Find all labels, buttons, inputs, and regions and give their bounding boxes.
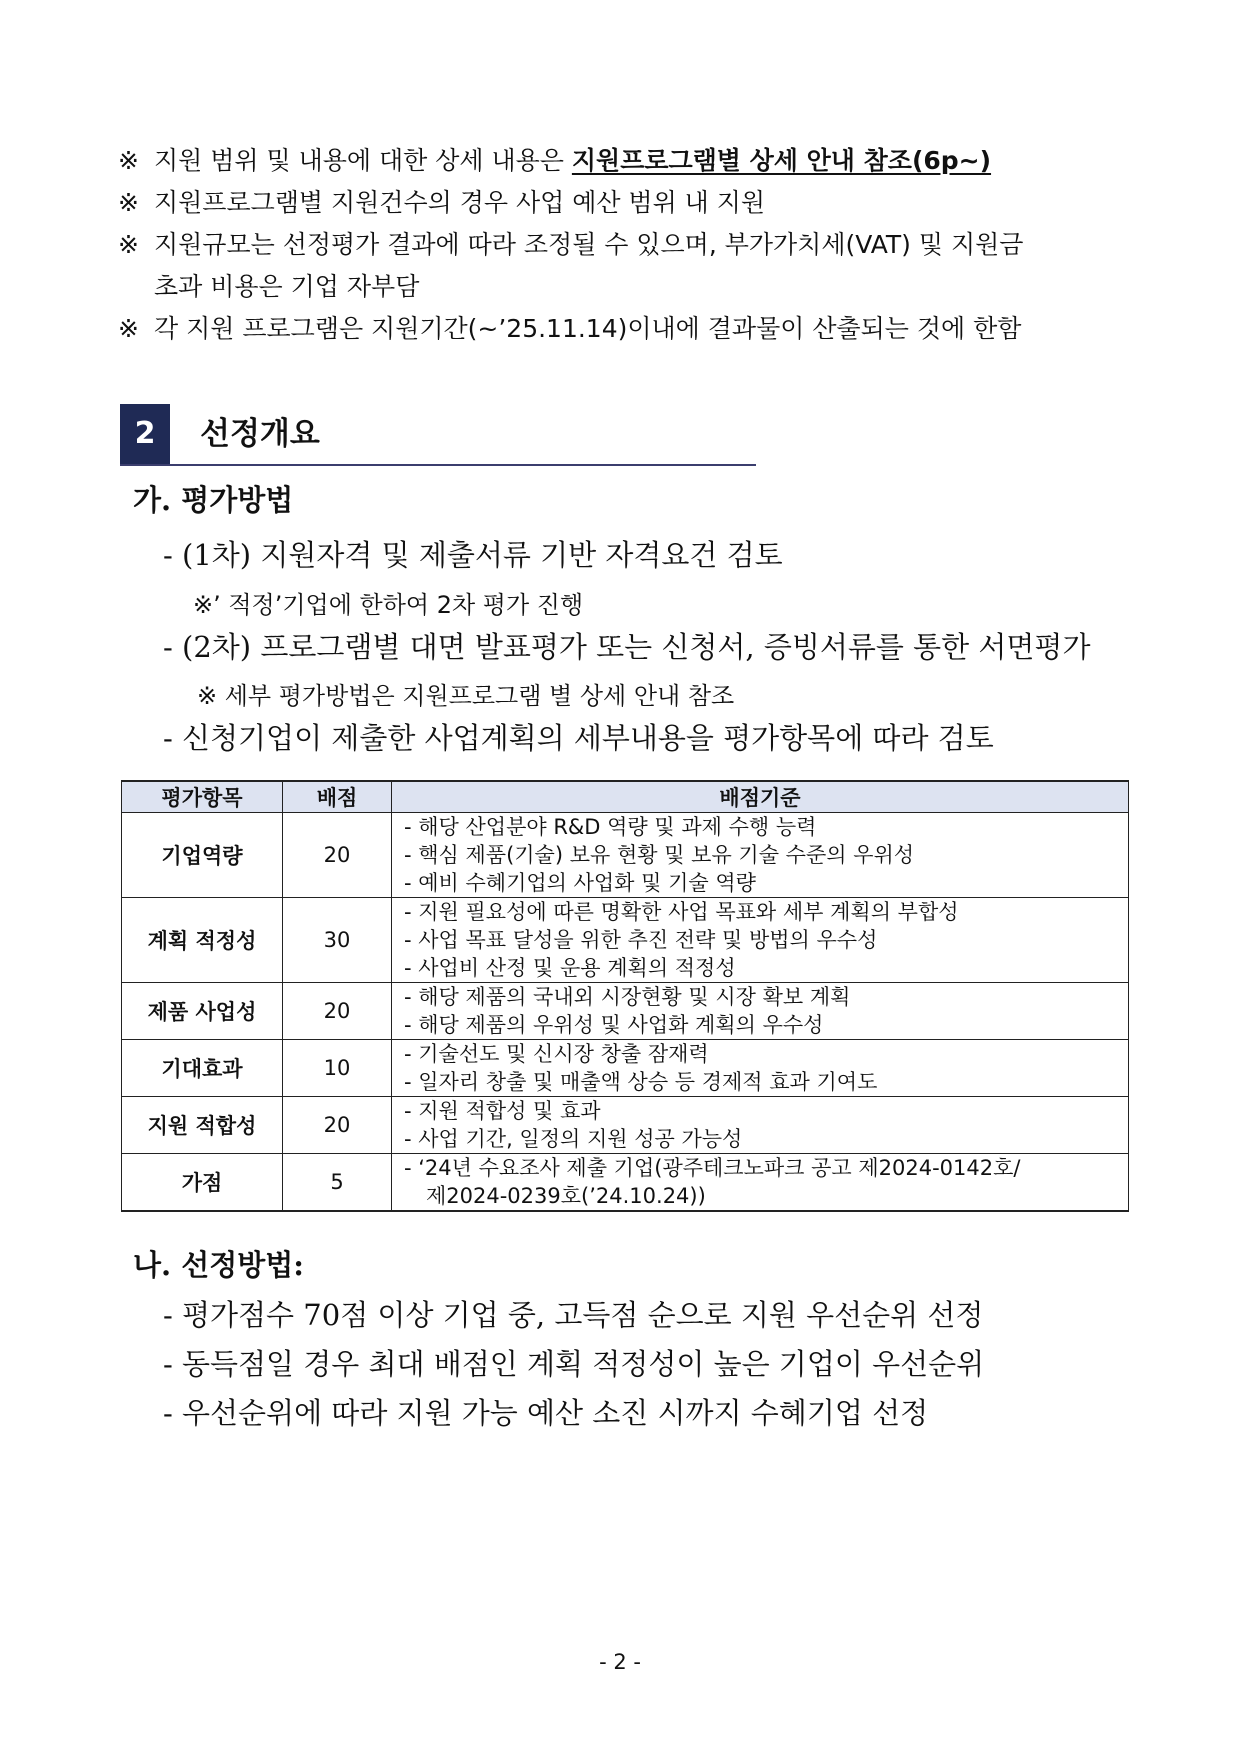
note-item xyxy=(118,140,1128,182)
criteria-line: - 지원 필요성에 따른 명확한 사업 목표와 세부 계획의 부합성 xyxy=(404,900,959,924)
criteria-line: - 사업비 산정 및 운용 계획의 적정성 xyxy=(404,956,736,980)
criteria-line: - 일자리 창출 및 매출액 상승 등 경제적 효과 기여도 xyxy=(404,1070,878,1094)
eval-note-2: ※ 세부 평가방법은 지원프로그램 별 상세 안내 참조 xyxy=(197,682,735,710)
reference-mark: ※ xyxy=(118,188,139,217)
evaluation-table xyxy=(121,780,1129,1212)
header-category: 평가항목 xyxy=(122,781,283,813)
note-item xyxy=(118,308,1128,350)
eval-bullet-1: - (1차) 지원자격 및 제출서류 기반 자격요건 검토 xyxy=(163,538,783,572)
criteria-line: - 핵심 제품(기술) 보유 현황 및 보유 기술 수준의 우위성 xyxy=(404,843,915,867)
table-row xyxy=(122,1154,1129,1212)
criteria-line: - 사업 목표 달성을 위한 추진 전략 및 방법의 우수성 xyxy=(404,928,878,952)
eval-bullet-3: - 신청기업이 제출한 사업계획의 세부내용을 평가항목에 따라 검토 xyxy=(163,721,994,755)
row-points: 30 xyxy=(283,898,392,983)
row-criteria xyxy=(392,1154,1129,1212)
table-header-row xyxy=(122,781,1129,813)
criteria-line: 제2024-0239호(’24.10.24)) xyxy=(426,1184,706,1208)
notes-list xyxy=(118,140,1128,350)
row-points: 20 xyxy=(283,983,392,1040)
eval-method-heading: 가. 평가방법 xyxy=(133,483,294,517)
criteria-line: - 기술선도 및 신시장 창출 잠재력 xyxy=(404,1042,709,1066)
eval-bullet-2: - (2차) 프로그램별 대면 발표평가 또는 신청서, 증빙서류를 통한 서면평가 xyxy=(163,630,1091,664)
page-number: - 2 - xyxy=(599,1650,641,1674)
header-criteria: 배점기준 xyxy=(392,781,1129,813)
row-criteria xyxy=(392,1097,1129,1154)
row-points: 5 xyxy=(283,1154,392,1212)
note-item xyxy=(118,224,1128,308)
row-criteria xyxy=(392,983,1129,1040)
row-category: 기대효과 xyxy=(122,1040,283,1097)
criteria-line: - 해당 제품의 우위성 및 사업화 계획의 우수성 xyxy=(404,1013,824,1037)
selection-bullet-2: - 동득점일 경우 최대 배점인 계획 적정성이 높은 기업이 우선순위 xyxy=(163,1347,985,1381)
note-text: 지원규모는 선정평가 결과에 따라 조정될 수 있으며, 부가가치세(VAT) 및 지원금 xyxy=(154,230,1024,259)
row-points: 20 xyxy=(283,813,392,898)
note-text-continued: 초과 비용은 기업 자부담 xyxy=(154,272,420,301)
note-emphasis: 지원프로그램별 상세 안내 참조(6p~) xyxy=(571,146,992,175)
table-row xyxy=(122,1040,1129,1097)
row-category: 계획 적정성 xyxy=(122,898,283,983)
row-category: 제품 사업성 xyxy=(122,983,283,1040)
note-item xyxy=(118,182,1128,224)
table-row xyxy=(122,983,1129,1040)
row-criteria xyxy=(392,813,1129,898)
reference-mark: ※ xyxy=(118,314,139,343)
row-points: 20 xyxy=(283,1097,392,1154)
note-text: 지원프로그램별 지원건수의 경우 사업 예산 범위 내 지원 xyxy=(154,188,766,217)
selection-bullet-1: - 평가점수 70점 이상 기업 중, 고득점 순으로 지원 우선순위 선정 xyxy=(163,1298,984,1332)
criteria-line: - 예비 수혜기업의 사업화 및 기술 역량 xyxy=(404,871,756,895)
row-category: 기업역량 xyxy=(122,813,283,898)
section-header xyxy=(120,404,756,466)
criteria-line: - 사업 기간, 일정의 지원 성공 가능성 xyxy=(404,1127,743,1151)
note-text: 각 지원 프로그램은 지원기간(~’25.11.14)이내에 결과물이 산출되는 것에 한함 xyxy=(154,314,1022,343)
reference-mark: ※ xyxy=(118,146,139,175)
selection-bullet-3: - 우선순위에 따라 지원 가능 예산 소진 시까지 수혜기업 선정 xyxy=(163,1396,929,1430)
row-category: 가점 xyxy=(122,1154,283,1212)
table-row xyxy=(122,898,1129,983)
row-criteria xyxy=(392,1040,1129,1097)
eval-note-1: ※’ 적정’기업에 한하여 2차 평가 진행 xyxy=(193,591,584,619)
table-row xyxy=(122,813,1129,898)
note-text: 지원 범위 및 내용에 대한 상세 내용은 xyxy=(154,146,572,175)
section-title: 선정개요 xyxy=(200,416,320,452)
row-criteria xyxy=(392,898,1129,983)
reference-mark: ※ xyxy=(118,230,139,259)
section-number: 2 xyxy=(120,404,170,464)
criteria-line: - ‘24년 수요조사 제출 기업(광주테크노파크 공고 제2024-0142호/ xyxy=(404,1156,1021,1180)
selection-method-heading: 나. 선정방법: xyxy=(133,1248,304,1282)
criteria-line: - 지원 적합성 및 효과 xyxy=(404,1099,601,1123)
row-category: 지원 적합성 xyxy=(122,1097,283,1154)
row-points: 10 xyxy=(283,1040,392,1097)
header-points: 배점 xyxy=(283,781,392,813)
table-row xyxy=(122,1097,1129,1154)
criteria-line: - 해당 제품의 국내외 시장현황 및 시장 확보 계획 xyxy=(404,985,851,1009)
criteria-line: - 해당 산업분야 R&D 역량 및 과제 수행 능력 xyxy=(404,815,817,839)
